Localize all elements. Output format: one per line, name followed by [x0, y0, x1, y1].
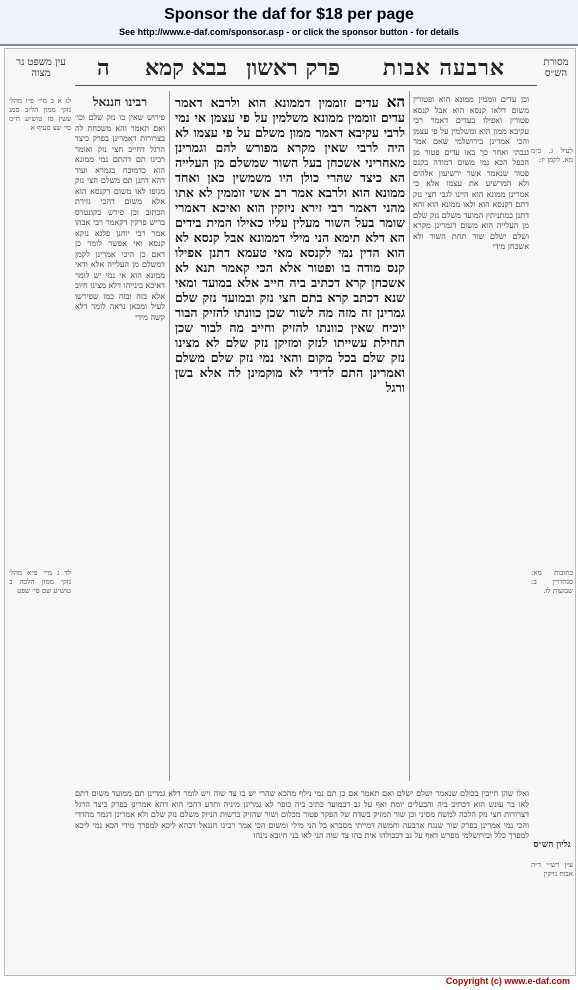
daf-page [4, 48, 576, 976]
margin-left-mid: לד ג מיי׳ פ״א מהל׳ נזקי ממון הלכה ב טוש״ע שם סי׳ שפט [9, 569, 71, 595]
column-divider-left [169, 91, 170, 781]
gemara-opening-word: הא [386, 95, 405, 111]
rashi-column: וכן עדים זוממין ממונא הוא ופטורין משום דלאו קנסא הוא אבל קנסא פטורין ואפילו בעדים דאמר רבי עקיבא ממון הוא ומשלמין על פי עצמן והכי אמרינן בירושלמי שאם אמר גנבתי ואחר כך באו עדים פטור מן הכפל הכא נמי משום דמודה בקנס פטור שנאמר אשר ירשיעון אלהים ולא המרשיע את עצמו אלא כי אמרינן ממונא הוא היינו לגבי חצי נזק דתם דקנסא הוא ולאו ממונא הוא והא דתנן במתניתין המועד משלם נזק שלם מן העלייה הוא משום דגמרינן מקרא ושלם ישלם שור תחת השור ולא אשכחן מידי [413, 95, 529, 251]
sponsor-banner[interactable] [0, 0, 578, 46]
header-chapter-number: פרק ראשון [246, 55, 340, 81]
gemara-body: עדים זוממין דממונא הוא ולרבא דאמר עדים זוממין ממונא משלמין על פי עצמן אי נמי לרבי עקיבא דאמר ממון משלם על פי עצמו לא היה לרבי שאין מקרא מפורש להם וגמרינן מאחריני אשכחן בעל השור שמשלם מן העלייה הא כיצד שהרי כולן היו משמשין כאן ואחד ממונא הוא ולרבא אמר רב אשי זוממין לא אתו מהני דאמר רבי זירא ניזקין הוא ואיכא דאמרי שומר בעל השור מעלין עליו כאילו המית בידים הא דלא תימא הני מילי דממונא אבל קנסא לא הוא הדין נמי לקנסא מאי טעמא דתנן אפילו קנס מודה בו ופטור אלא הכי קאמר תנא לא אשכחן קרא דכתיב ביה חייב אלא במועד ומאי שנא דכתב קרא בתם חצי נזק ובמועד נזק שלם גמרינן זה מזה מה לשור שכן כוונתו להזיק הבור יוכיח שאין כוונתו להזיק וחייב מה לבור שכן תחילת עשייתו לנזק ומזיקן נזק שלם לא מצינו נזק שלם בכל מקום והאי נמי נזק שלם משלם ואמרינן התם לדידי לא מוקמינן לה אלא בשן ורגל [175, 95, 405, 395]
banner-title[interactable]: Sponsor the daf for $18 per page [164, 6, 414, 23]
header-margin-right: מסורת הש״ס [543, 57, 569, 79]
daf-number: ה [97, 55, 110, 81]
margin-right-note: ע״ן רש״י ד״ה אבות נזיקין [531, 861, 573, 878]
copyright-notice[interactable]: Copyright (c) www.e-daf.com [445, 976, 570, 986]
tosafot-column: פירוש שאין בו נזק שלם וכו׳ ואם תאמר והא משכחת לה בצרורות דאמרינן בפרק כיצד הרגל דחייב חצי נזק ואומר רבינו תם דהתם נמי ממונא הוא כדמוכח בגמרא ועוד דהא דתנן תם משלם חצי נזק מגופו לאו משום דקנסא הוא אלא משום דהכי גזירת הכתוב וכן פירש בקונטרס בריש פרקין דקאמר רבי אבהו אמר רבי יוחנן פלגא נזקא קנסא ואי אפשר לומר כן דאם כן היכי אמרינן לקמן דמשלם מן העלייה אלא ודאי ממונא הוא אי נמי יש לומר דאיכא בינייהו דלא מצינו חיוב אלא בזה ובזה כמו שפירשו לעיל ומכאן נראה לומר דלא קשה מידי [75, 113, 165, 322]
margin-right-mid: כתובות מא: סנהדרין ב: שבועות לו. [531, 569, 573, 595]
sponsor-link[interactable]: See http://www.e-daf.com/sponsor.asp - or click the sponsor button - for details [119, 27, 459, 37]
column-divider-right [409, 91, 410, 781]
bottom-commentary: ואלו שהן חייבין בכולם שנאמר ושלם ישלם ואם תאמר אם כן תם נמי נילף מהכא שהרי יש בו צד שוה ויש לומר דלא גמרינן תם ממועד משום דתם לאו בר עונש הוא דכתיב ביה והבעלים יומת ואף על גב דבמועד כתיב ביה כופר לא גמרינן מיניה ותדע דהכי הוא דהא אמרינן בפרק כיצד הרגל דצרורות חצי נזק הלכה למשה מסיני וכן שור המזיק בשדה של הפקר פטור מכלום ושור שהזיק ברשות הניזק משלם נזק שלם ולא אמרינן דגמר מהדדי והכי נמי אמרינן בפרק שור שנגח ארבעה וחמשה דמייתי מסברא כל הני מילי ומשום הכי אמר רבינו חננאל דבהא ליכא למפרך מידי הכא נמי ליכא למפרך כלל ובירושלמי מפרש דאף על גב דבכולהו אית בהו צד שוה הני לאו בני חיובא נינהו [75, 789, 529, 840]
gilyon-hashas-label: גליון הש״ס [533, 840, 571, 850]
rabbeinu-chananel-heading: רבינו חננאל [92, 95, 148, 109]
header-chapter-name: ארבעה אבות [382, 55, 505, 81]
gemara-main-text [175, 95, 405, 735]
margin-left-top: לג א ב מיי׳ פ״ו מהל׳ נזקי ממון הל״ב סמג עשין סז טוש״ע ח״מ סי׳ שצ סעיף א [9, 97, 71, 132]
page-header [5, 55, 575, 81]
banner-subtitle[interactable] [0, 27, 578, 37]
header-rule [75, 85, 537, 86]
margin-right-top: לעיל ג. ב״מ מא. לקמן יז: [531, 147, 573, 164]
header-margin-left: עין משפט נר מצוה [16, 57, 66, 79]
header-tractate-name: בבא קמא [145, 55, 227, 81]
